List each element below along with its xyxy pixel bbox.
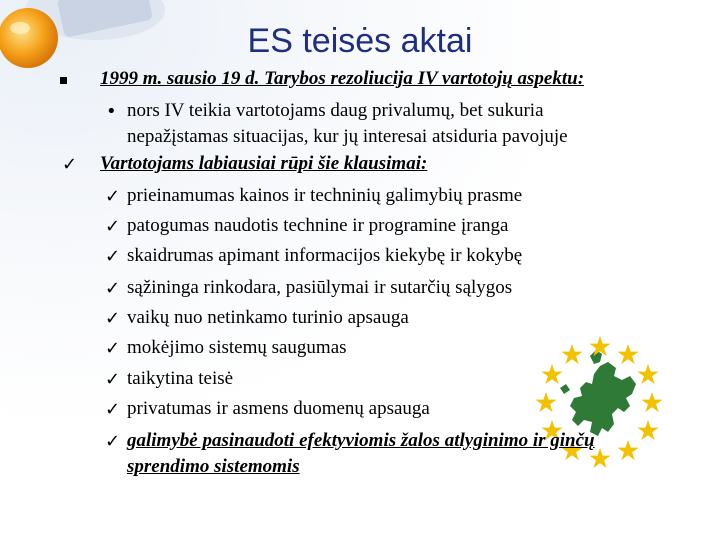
check-icon: ✓ — [105, 338, 121, 359]
check-icon: ✓ — [105, 278, 121, 299]
check-icon: ✓ — [105, 399, 121, 420]
square-bullet-icon — [60, 77, 67, 84]
resolution-heading: 1999 m. sausio 19 d. Tarybos rezoliucija IV vartotojų aspektu: — [100, 68, 585, 89]
concern-item-redress-line-2: sprendimo sistemomis — [127, 456, 300, 477]
check-icon: ✓ — [62, 154, 78, 175]
concern-item: prieinamumas kainos ir techninių galimybių prasme — [127, 185, 523, 206]
concern-item: skaidrumas apimant informacijos kiekybę ir kokybę — [127, 245, 523, 266]
concern-item: mokėjimo sistemų saugumas — [127, 337, 347, 358]
resolution-note-line-2: nepažįstamas situacijas, kur jų interesai atsiduria pavojuje — [127, 126, 568, 147]
concern-item: sąžininga rinkodara, pasiūlymai ir sutarčių sąlygos — [127, 277, 513, 298]
slide-title: ES teisės aktai — [247, 22, 473, 60]
concern-item: privatumas ir asmens duomenų apsauga — [127, 398, 430, 419]
check-icon: ✓ — [105, 246, 121, 267]
check-icon: ✓ — [105, 216, 121, 237]
concern-item: taikytina teisė — [127, 368, 234, 389]
consumer-concerns-heading: Vartotojams labiausiai rūpi šie klausimai: — [100, 153, 428, 174]
concern-item-redress-line-1: galimybė pasinaudoti efektyviomis žalos atlyginimo ir ginčų — [127, 430, 595, 451]
concern-item: vaikų nuo netinkamo turinio apsauga — [127, 307, 409, 328]
check-icon: ✓ — [105, 186, 121, 207]
concern-item: patogumas naudotis technine ir programine įranga — [127, 215, 509, 236]
check-icon: ✓ — [105, 369, 121, 390]
check-icon: ✓ — [105, 308, 121, 329]
resolution-note-line-1: nors IV teikia vartotojams daug privalumų, bet sukuria — [127, 100, 544, 121]
dot-bullet-icon: • — [106, 101, 117, 122]
check-icon: ✓ — [105, 431, 121, 452]
